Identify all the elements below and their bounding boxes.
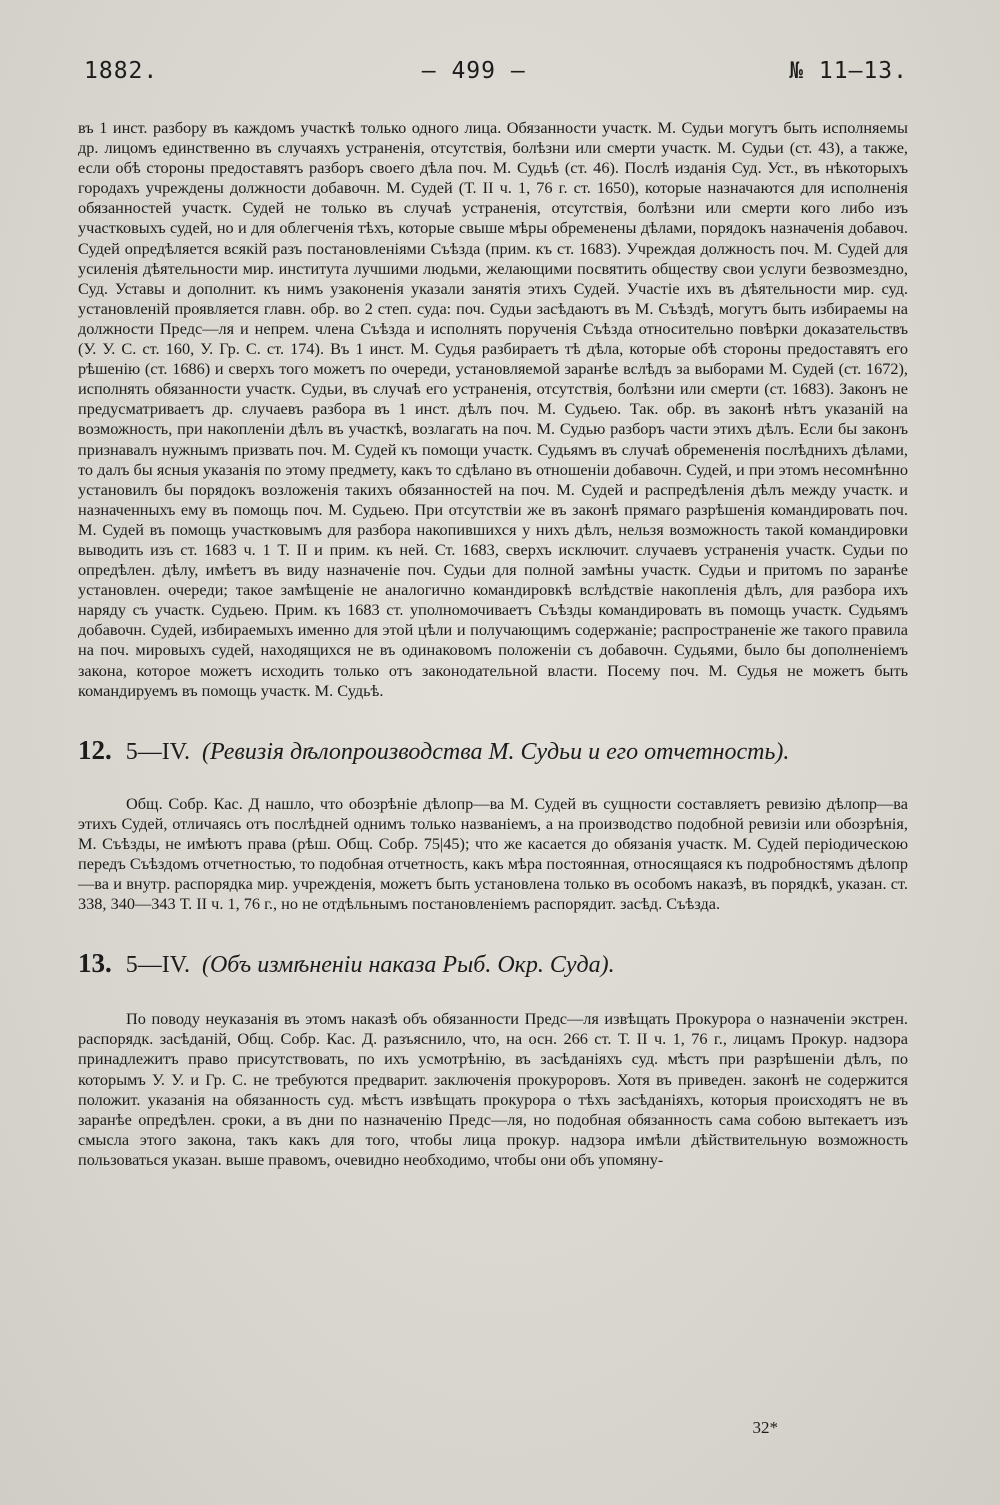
intro-paragraph: въ 1 инст. разбору въ каждомъ участкѣ только одного лица. Обязанности участк. М. Судьи могутъ быть исполняемы др. лицомъ единственно въ случаяхъ устраненія, отсутствія, болѣзни или смерти участк. М. Судьи (ст. 43), а также, если обѣ стороны предоставятъ разборъ своего дѣла поч. М. Судьѣ (ст. 46). Послѣ изданія Суд. Уст., въ нѣкоторыхъ городахъ учреждены должности добавочн. М. Судей (Т. II ч. 1, 76 г. ст. 1650), которые назначаются для исполненія обязанностей участк. Судей не только въ случаѣ устраненія, отсутствія, болѣзни или смерти кого либо изъ участковыхъ судей, но и для облегченія тѣхъ, которые свыше мѣры обременены дѣлами, порядокъ назначенія добавоч. Судей опредѣляется всякій разъ постановленіями Съѣзда (прим. къ ст. 1683). Учреждая должность поч. М. Судей для усиленія дѣятельности мир. института лучшими людьми, желающими посвятить обществу свои услуги безвозмездно, Суд. Уставы и дополнит. къ нимъ узаконенія указали занятія этихъ Судей. Участіе ихъ въ дѣятельности мир. суд. установленій проявляется главн. обр. во 2 степ. суда: поч. Судьи засѣдаютъ въ М. Съѣздѣ, могутъ быть избираемы на должности Предс—ля и непрем. члена Съѣзда и исполнять порученія Съѣзда относительно повѣрки доказательствъ (У. У. С. ст. 160, У. Гр. С. ст. 174). Въ 1 инст. М. Судья разбираетъ тѣ дѣла, которые обѣ стороны предоставятъ его рѣшенію (ст. 1686) и сверхъ того можетъ по очереди, установляемой заранѣе вслѣдъ за выборами М. Судей (ст. 1672), исполнять обязанности участк. Судьи, въ случаѣ его устраненія, отсутствія, болѣзни или смерти (ст. 1683). Законъ не предусматриваетъ др. случаевъ разбора въ 1 инст. дѣлъ поч. М. Судьею. Так. обр. въ законѣ нѣтъ указаній на возможность, при накопленіи дѣлъ въ участкѣ, возлагать на поч. М. Судью разборъ части этихъ дѣлъ. Если бы законъ признавалъ нужнымъ призвать поч. М. Судей къ помощи участк. Судьямъ въ случаѣ обремененія послѣднихъ дѣлами, то далъ бы ясныя указанія по этому предмету, какъ то сдѣлано въ отношеніи добавочн. Судей, и при этомъ несомнѣнно установилъ бы порядокъ возложенія такихъ обязанностей на поч. М. Судей и распредѣленія дѣлъ между участк. и назначенныхъ ему въ помощь поч. М. Судьею. При отсутствіи же въ законѣ прямаго разрѣшенія командировать поч. М. Судей въ помощь участковымъ для разбора накопившихся у нихъ дѣлъ, нельзя возможность такой командировки выводить изъ ст. 1683 ч. 1 Т. II и прим. къ ней. Ст. 1683, сверхъ исключит. случаевъ устраненія участк. Судьи по опредѣлен. дѣлу, имѣетъ въ виду назначеніе поч. Судьи для полной замѣны участк. Судьи и притомъ по заранѣе установлен. очереди; такое замѣщеніе не аналогично командировкѣ вслѣдствіе накопленія дѣлъ, для разбора ихъ наряду съ участк. Судьею. Прим. къ 1683 ст. уполномочиваетъ Съѣзды командировать въ помощь участк. Судьямъ добавочн. Судей, избираемыхъ именно для этой цѣли и получающимъ содержаніе; распространеніе же такого правила на поч. мировыхъ судей, находящихся не въ одинаковомъ положеніи съ добавочн. Судьями, было бы дополненіемъ закона, которое можетъ исходить только отъ законодательной власти. Посему поч. М. Судья не можетъ быть командируемъ въ помощь участк. М. Судьѣ. <box>78 118 908 700</box>
section-13-heading <box>78 947 908 981</box>
section-13-number: 13. <box>78 948 112 979</box>
header-issue-number: № 11—13. <box>789 58 908 84</box>
page-header <box>78 58 908 110</box>
section-12-body: Общ. Собр. Кас. Д нашло, что обозрѣніе дѣлопр—ва М. Судей въ сущности составляетъ ревизію дѣлопр—ва этихъ Судей, отличаясь отъ послѣдней однимъ только названіемъ, а на производство подобной ревизіи или обозрѣнія, М. Съѣзды, не имѣютъ права (рѣш. Общ. Собр. 75|45); что же касается до обязанія участк. М. Судей періодическою передъ Съѣздомъ отчетностью, то подобная отчетность, какъ мѣра постоянная, относящаяся къ подробностямъ дѣлопр—ва и внутр. распорядка мир. учрежденія, можетъ быть установлена только въ особомъ наказѣ, въ порядкѣ, указан. ст. 338, 340—343 Т. II ч. 1, 76 г., но не отдѣльнымъ постановленіемъ распорядит. засѣд. Съѣзда. <box>78 793 908 914</box>
section-12-number: 12. <box>78 734 112 765</box>
header-year: 1882. <box>84 58 159 84</box>
section-12-date: 5—IV. <box>125 738 190 765</box>
section-13-date: 5—IV. <box>125 952 190 979</box>
section-12-heading <box>78 734 908 768</box>
section-12-title: (Ревизія дѣлопроизводства М. Судьи и его отчетность). <box>201 738 790 765</box>
section-13-body: По поводу неуказанія въ этомъ наказѣ объ обязанности Предс—ля извѣщать Прокурора о назначеніи экстрен. распорядк. засѣданій, Общ. Собр. Кас. Д. разъяснило, что, на осн. 266 ст. Т. II ч. 1, 76 г., лицамъ Прокур. надзора принадлежитъ право присутствовать, по ихъ усмотрѣнію, въ засѣданіяхъ суд. мѣстъ при разрѣшеніи дѣлъ, по которымъ У. У. и Гр. С. не требуются предварит. заключенія прокуроровъ. Хотя въ приведен. законѣ не содержится положит. указанія на обязанность суд. мѣстъ извѣщать прокурора о тѣхъ засѣданіяхъ, которыя происходятъ не въ заранѣе опредѣлен. сроки, а въ дни по назначенію Предс—ля, но подобная обязанность сама собою вытекаетъ изъ смысла этого закона, такъ какъ для того, чтобы лица прокур. надзора имѣли дѣйствительную возможность пользоваться указан. выше правомъ, очевидно необходимо, чтобы они объ упомяну- <box>78 1009 908 1169</box>
printer-signature-mark: 32* <box>752 1418 778 1437</box>
header-page-number: — 499 — <box>421 58 526 84</box>
section-13-title: (Объ измѣненіи наказа Рыб. Окр. Суда). <box>201 952 615 979</box>
